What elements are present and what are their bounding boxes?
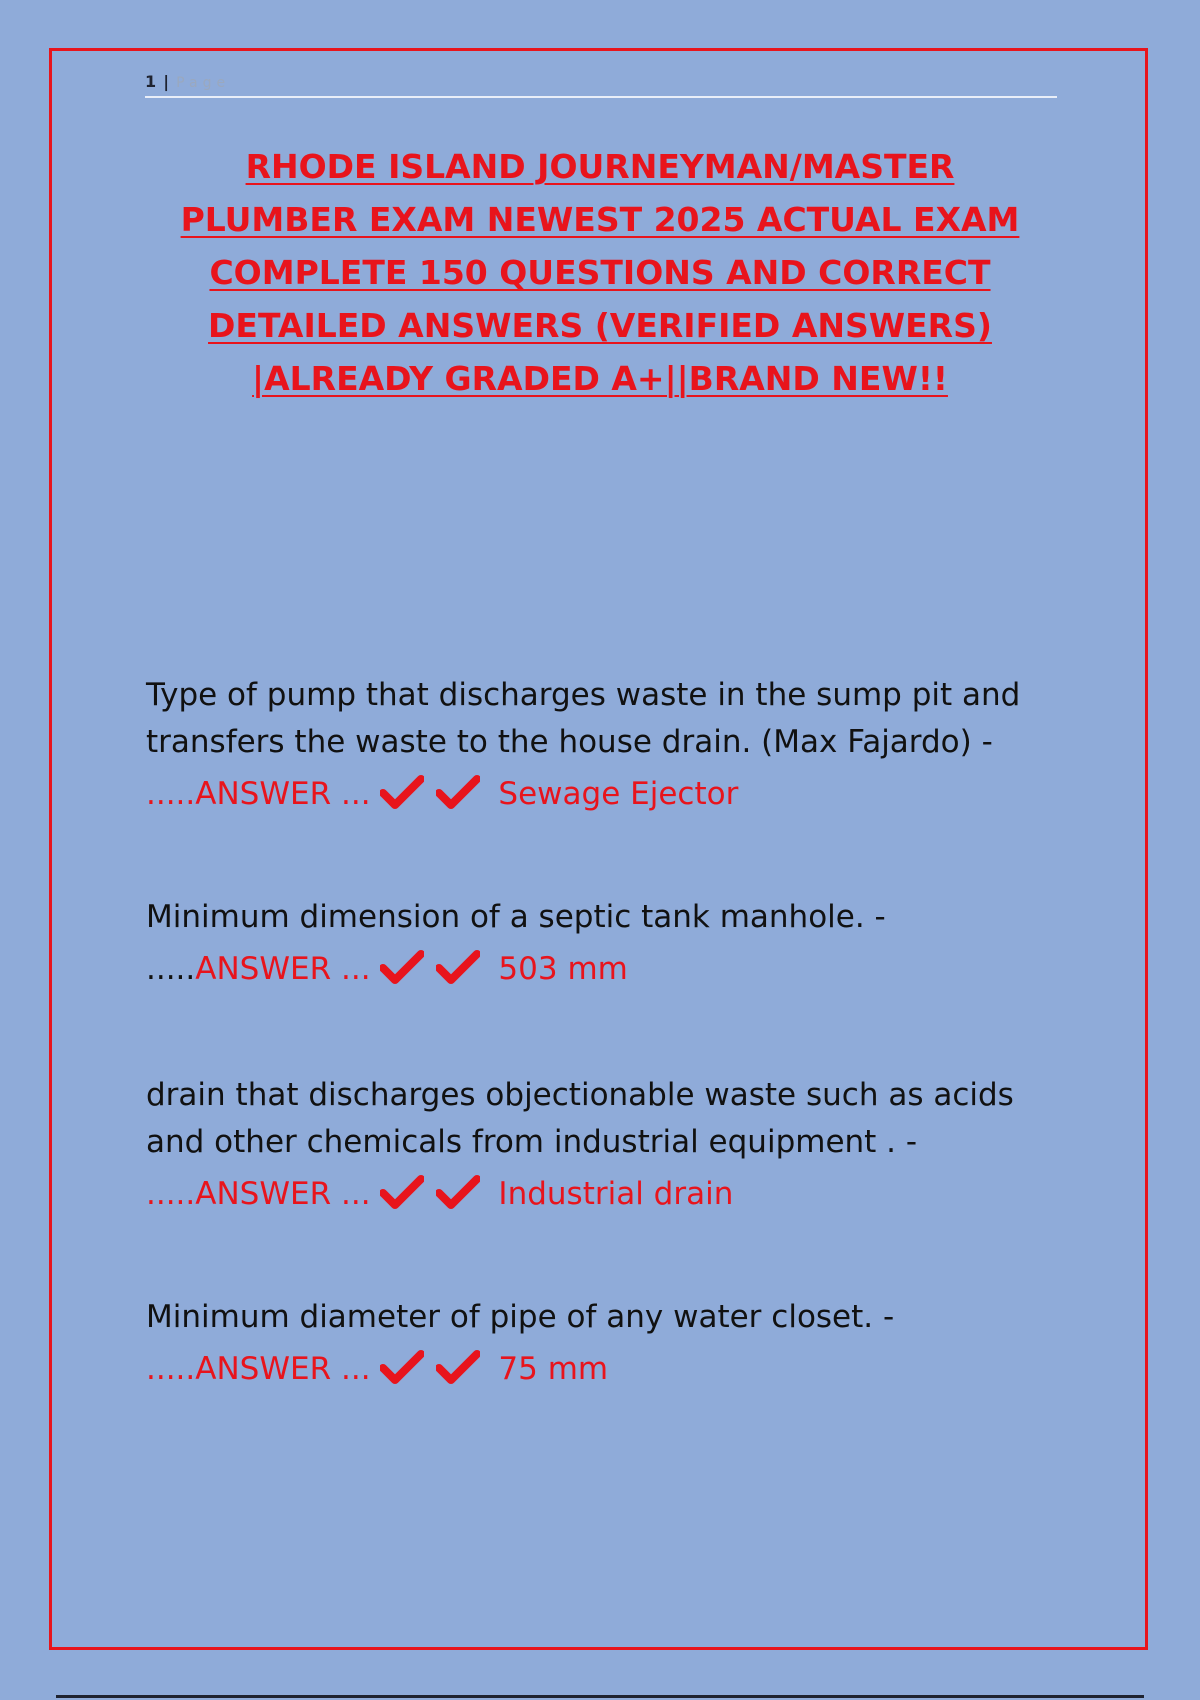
question-text: Minimum diameter of pipe of any water closet. -	[146, 1299, 895, 1335]
check-icon	[436, 949, 480, 985]
check-icon	[380, 949, 424, 985]
answer-text: 75 mm	[498, 1351, 609, 1387]
page-label: Page	[176, 75, 231, 91]
page-number: 1	[145, 72, 157, 91]
answer-line	[146, 766, 1066, 822]
answer-label: ANSWER ...	[195, 1351, 371, 1387]
answer-text: Sewage Ejector	[498, 776, 739, 812]
answer-label: ANSWER ...	[195, 1176, 371, 1212]
answer-prefix: .....	[146, 951, 196, 987]
qa-item	[146, 894, 1066, 997]
title-line: PLUMBER EXAM NEWEST 2025 ACTUAL EXAM	[180, 200, 1020, 239]
answer-prefix: .....	[146, 1351, 196, 1387]
question-text: Minimum dimension of a septic tank manhole. -	[146, 899, 886, 935]
title-line: |ALREADY GRADED A+||BRAND NEW!!	[252, 359, 948, 398]
answer-line	[146, 1341, 1066, 1397]
check-icon	[380, 774, 424, 810]
title-line: COMPLETE 150 QUESTIONS AND CORRECT	[209, 253, 991, 292]
answer-text: Industrial drain	[498, 1176, 734, 1212]
check-icon	[380, 1349, 424, 1385]
title-line: DETAILED ANSWERS (VERIFIED ANSWERS)	[208, 306, 992, 345]
answer-text: 503 mm	[498, 951, 628, 987]
qa-item	[146, 1072, 1066, 1222]
qa-item	[146, 1294, 1066, 1397]
answer-line	[146, 1166, 1066, 1222]
page-separator: |	[163, 72, 170, 91]
answer-prefix: .....	[146, 776, 196, 812]
answer-prefix: .....	[146, 1176, 196, 1212]
bottom-divider	[56, 1695, 1144, 1698]
answer-label: ANSWER ...	[195, 951, 371, 987]
answer-label: ANSWER ...	[195, 776, 371, 812]
question-text: drain that discharges objectionable waste such as acids and other chemicals from industrial equipment . -	[146, 1077, 1014, 1160]
qa-item	[146, 672, 1066, 822]
answer-line	[146, 941, 1066, 997]
question-text: Type of pump that discharges waste in the sump pit and transfers the waste to the house drain. (Max Fajardo) -	[146, 677, 1021, 760]
title-line: RHODE ISLAND JOURNEYMAN/MASTER	[245, 147, 955, 186]
check-icon	[436, 1349, 480, 1385]
check-icon	[436, 774, 480, 810]
check-icon	[380, 1174, 424, 1210]
check-icon	[436, 1174, 480, 1210]
question-answer-list	[146, 672, 1066, 1397]
document-title	[130, 140, 1070, 405]
page-header	[145, 70, 1057, 98]
